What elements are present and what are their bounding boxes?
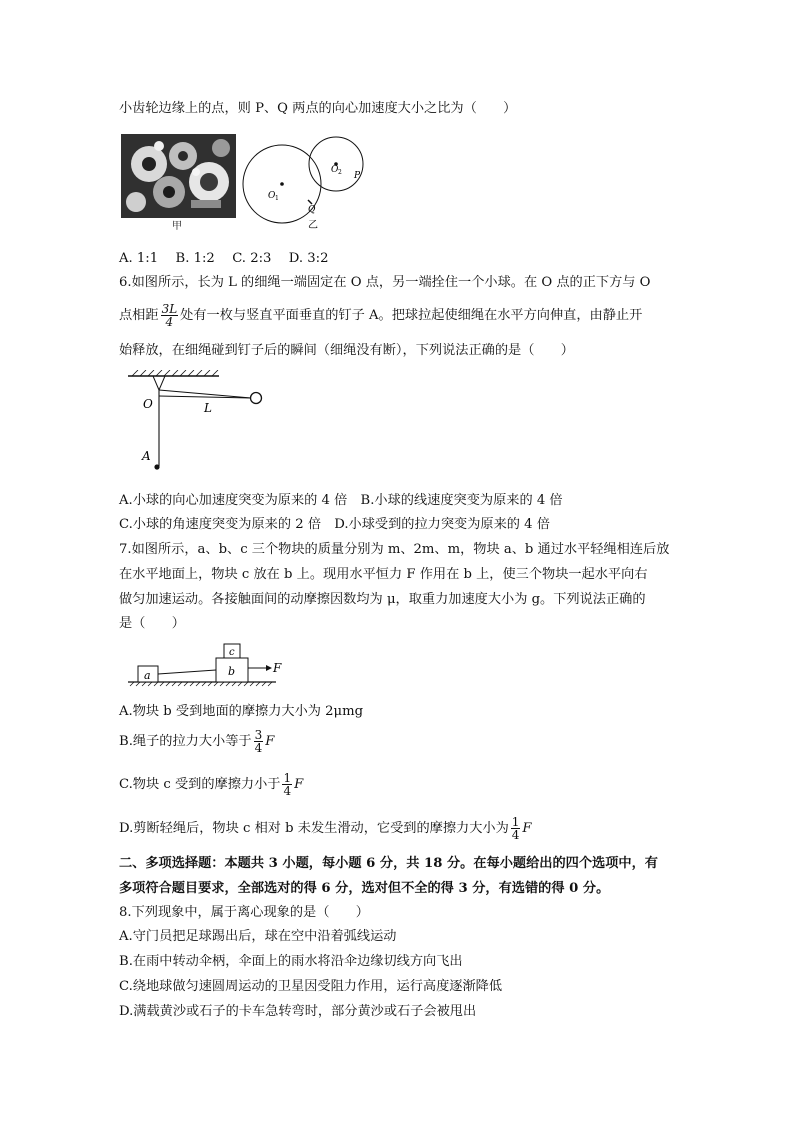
q6-options-row1 [119, 492, 563, 510]
q6-line3: 始释放，在细绳碰到钉子后的瞬间（细绳没有断），下列说法正确的是（ ） [119, 343, 574, 358]
q6-option-b: B.小球的线速度突变为原来的 4 倍 [360, 493, 563, 508]
q5-options: A. 1:1 B. 1:2 C. 2:3 D. 3:2 [119, 251, 329, 266]
q7-line3: 做匀加速运动。各接触面间的动摩擦因数均为 μ，取重力加速度大小为 g。下列说法正确的 [119, 592, 646, 607]
q6-option-a: A.小球的向心加速度突变为原来的 4 倍 [119, 493, 348, 508]
q7-option-c: C.物块 c 受到的摩擦力小于 $\frac{1}{4}$ F [119, 771, 304, 798]
label-q: Q [308, 205, 316, 215]
q6-option-c: C.小球的角速度突变为原来的 2 倍 [119, 517, 322, 532]
frac-3l-4: $\frac{3L}{4}$ [161, 302, 178, 329]
q5-stem: 小齿轮边缘上的点，则 P、Q 两点的向心加速度大小之比为（ ） [119, 101, 517, 116]
label-o2: O [331, 165, 339, 175]
fig-label-a-block: a [144, 669, 151, 682]
label-o2-sub: 2 [338, 169, 342, 176]
q7-line1: 7.如图所示，a、b、c 三个物块的质量分别为 m、2m、m，物块 a、b 通过水平轻绳相连后放 [119, 542, 670, 557]
section2-line1: 二、多项选择题：本题共 3 小题，每小题 6 分，共 18 分。在每小题给出的四个选项中，有 [119, 856, 658, 871]
frac-1-4-c: $\frac{1}{4}$ [283, 771, 292, 798]
fig-label-c-block: c [229, 647, 235, 658]
frac-3-4: $\frac{3}{4}$ [254, 728, 263, 755]
q7-option-d: D.剪断轻绳后，物块 c 相对 b 未发生滑动，它受到的摩擦力大小为 $\frac{1}{4}$ F [119, 815, 532, 842]
q8-option-c: C.绕地球做匀速圆周运动的卫星因受阻力作用，运行高度逐渐降低 [119, 979, 503, 994]
q6-option-d: D.小球受到的拉力突变为原来的 4 倍 [334, 517, 550, 532]
pendulum-diagram [124, 370, 274, 480]
fig-label-force: F [273, 661, 282, 675]
frac-1-4-d: $\frac{1}{4}$ [511, 815, 520, 842]
label-o1-sub: 1 [275, 195, 279, 202]
label-o1: O [268, 191, 276, 201]
label-yi: 乙 [308, 220, 318, 231]
q8-option-b: B.在雨中转动伞柄，伞面上的雨水将沿伞边缘切线方向飞出 [119, 954, 463, 969]
q7-option-a: A.物块 b 受到地面的摩擦力大小为 2μmg [119, 704, 364, 719]
q7-line4: 是（ ） [119, 616, 185, 631]
label-jia: 甲 [172, 221, 182, 232]
fig-label-o: O [143, 397, 153, 411]
q6-options-row2 [119, 516, 550, 534]
section2-line2: 多项符合题目要求，全部选对的得 6 分，选对但不全的得 3 分，有选错的得 0 分。 [119, 881, 610, 896]
blocks-diagram [126, 640, 286, 690]
fig-label-b-block: b [228, 665, 236, 678]
q7-line2: 在水平地面上，物块 c 放在 b 上。现用水平恒力 F 作用在 b 上，使三个物块一起水平向右 [119, 567, 648, 582]
q8-stem: 8.下列现象中，属于离心现象的是（ ） [119, 905, 369, 920]
label-p: P [354, 171, 361, 181]
gear-diagram [240, 132, 370, 242]
q8-option-a: A.守门员把足球踢出后，球在空中沿着弧线运动 [119, 929, 397, 944]
q8-option-d: D.满载黄沙或石子的卡车急转弯时，部分黄沙或石子会被甩出 [119, 1004, 477, 1019]
q6-line1: 6.如图所示，长为 L 的细绳一端固定在 O 点，另一端拴住一个小球。在 O 点的正下方与 O [119, 275, 651, 290]
fig-label-a: A [142, 449, 151, 463]
gear-photo [121, 134, 236, 218]
q6-line2: 点相距 $\frac{3L}{4}$ 处有一枚与竖直平面垂直的钉子 A。把球拉起使细绳在水平方向伸直，由静止开 [119, 302, 643, 329]
fig-label-l: L [204, 401, 212, 415]
q7-option-b: B.绳子的拉力大小等于 $\frac{3}{4}$ F [119, 728, 275, 755]
